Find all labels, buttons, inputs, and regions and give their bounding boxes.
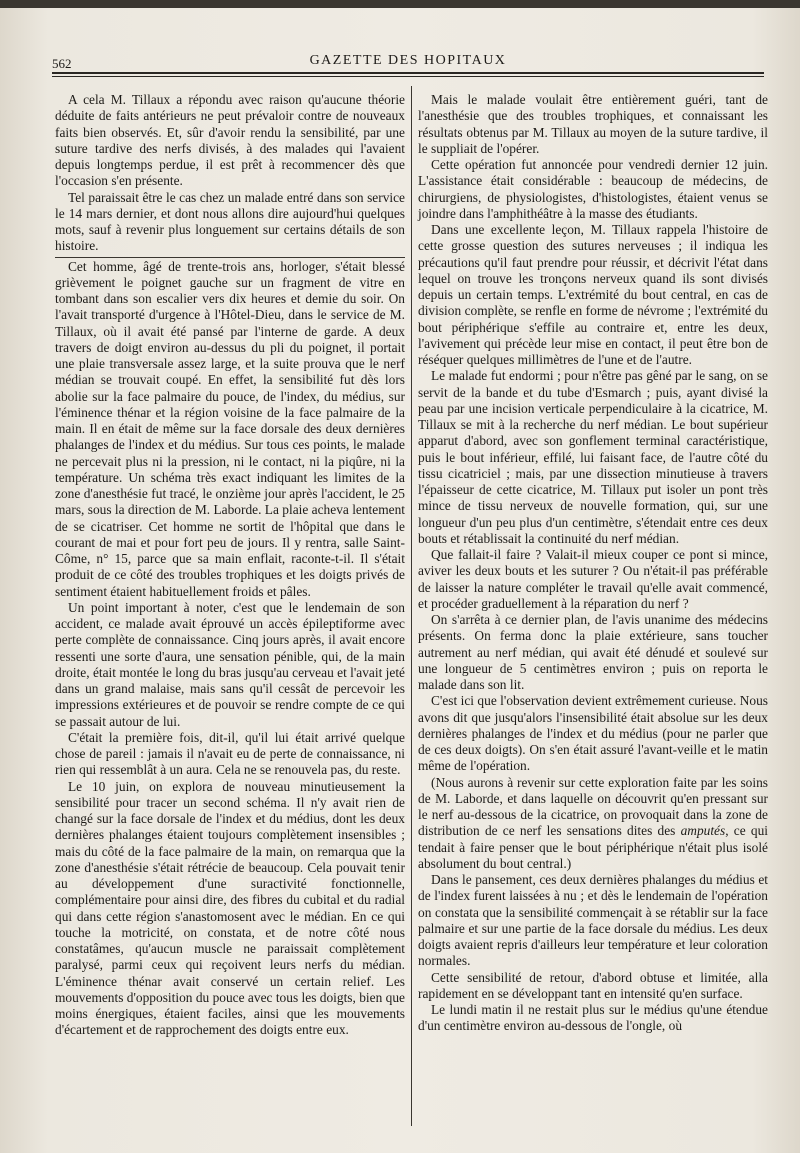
paragraph: Dans une excellente leçon, M. Tillaux rappela l'histoire de cette grosse question des sutures nerveuses ; il indiqua les précautions qu'il faut prendre pour réussir, et décrivit l'état dans lequel on trouve les tronçons nerveux quand ils sont divisés depuis un certain temps. L'extrémité du bout central, en cas de division complète, se renfle en forme de névrome ; l'extrémité du bout périphérique s'effile au contraire et, entre les deux, l'avivement qui précède leur mise en contact, il peut être bon de réséquer quelques millimètres de l'une et de l'autre. xyxy=(418,222,768,367)
header-rule-thick xyxy=(52,72,764,74)
paragraph: Tel paraissait être le cas chez un malade entré dans son service le 14 mars dernier, et dont nous allons dire aujourd'hui quelques mots, sauf à revenir plus longuement sur certains détails de son histoire. xyxy=(55,189,405,254)
paragraph-with-italic xyxy=(418,775,768,873)
paragraph: Un point important à noter, c'est que le lendemain de son accident, ce malade avait éprouvé un accès épileptiforme avec perte complète de connaissance. Cinq jours après, il avait encore ressenti une sorte d'aura, une sensation pénible, qui, de la main droite, était montée le long du bras jusqu'au cerveau et l'avait jeté dans un grand malaise, mais sans qu'il cessât de percevoir les impressions extérieures et de pouvoir se rendre compte de ce qui se passait autour de lui. xyxy=(55,599,405,729)
paragraph: Cette sensibilité de retour, d'abord obtuse et limitée, alla rapidement en se développant tant en intensité qu'en surface. xyxy=(418,969,768,1001)
paragraph: Le lundi matin il ne restait plus sur le médius qu'une étendue d'un centimètre environ au-dessous de l'ongle, où xyxy=(418,1002,768,1034)
paragraph: Que fallait-il faire ? Valait-il mieux couper ce pont si mince, aviver les deux bouts et les suturer ? Ou n'était-il pas préférable de laisser la nature compléter le travail qu'elle avait commencé, et procéder graduellement à la réparation du nerf ? xyxy=(418,547,768,611)
paragraph: Le malade fut endormi ; pour n'être pas gêné par le sang, on se servit de la bande et du tube d'Esmarch ; puis, ayant divisé la peau par une incision verticale perpendiculaire à la cicatrice, M. Tillaux se mit à la recherche du nerf médian. Le bout supérieur apparut d'abord, avec son gonflement terminal caractéristique, puis le bout inférieur, effilé, lui faisant face, de l'autre côté du tissu cicatriciel ; mais, par une dissection minutieuse à travers l'épaisseur de cette cicatrice, M. Tillaux put isoler un pont très mince de tissu nerveux de nouvelle formation, qui, sur une longueur d'un peu plus d'un centimètre, s'étendait entre ces deux bouts et rétablissait la continuité du nerf médian. xyxy=(418,368,768,546)
page-number: 562 xyxy=(52,56,72,71)
right-column xyxy=(418,92,768,1035)
page-top-edge xyxy=(0,0,800,8)
paragraph: C'est ici que l'observation devient extrêmement curieuse. Nous avons dit que jusqu'alors l'insensibilité était absolue sur les deux dernières phalanges de l'index et du médius (pour ne parler que de ces deux doigts). On s'en était assuré l'avant-veille et le matin même de l'opération. xyxy=(418,693,768,774)
paragraph: Le 10 juin, on explora de nouveau minutieusement la sensibilité pour tracer un second schéma. Il n'y avait rien de changé sur la face dorsale de l'index et du médius, dont les deux dernières phalanges étaient toujours complètement insensibles ; mais du côté de la face palmaire de la main, on remarqua que la zone d'anesthésie s'était rétrécie de beaucoup. Cela pouvait tenir au développement d'une suractivité fonctionnelle, complémentaire pour ainsi dire, des fibres du cubital et du radial qui dans cette région s'anastomosent avec le médian. En ce qui touche la motricité, on constata, et de notre côté nous constatâmes, qu'aucun muscle ne paraissait complètement paralysé, parmi ceux qui reçoivent leurs nerfs du médian. L'éminence thénar avait conservé un certain relief. Les mouvements d'opposition du pouce avec tous les doigts, bien que moins énergiques, étaient faciles, ainsi que les mouvements d'écartement et de rapprochement des doigts entre eux. xyxy=(55,778,405,1038)
paragraph: A cela M. Tillaux a répondu avec raison qu'aucune théorie déduite de faits antérieurs ne peut prévaloir contre de nouveaux faits bien observés. Et, sûr d'avoir rendu la sensibilité, par une suture tardive des nerfs divisés, à des malades qui l'avaient depuis longtemps perdue, il est prêt à recommencer dès que l'occasion s'en présente. xyxy=(55,92,405,189)
column-divider xyxy=(411,86,412,1126)
page-header xyxy=(52,50,764,72)
header-rule-thin xyxy=(52,76,764,77)
paragraph: Cette opération fut annoncée pour vendredi dernier 12 juin. L'assistance était considérable : beaucoup de médecins, de chirurgiens, de physiologistes, d'histologistes, étaient venus se joindre dans l'amphithéâtre à la masse des étudiants. xyxy=(418,157,768,221)
paragraph: On s'arrêta à ce dernier plan, de l'avis unanime des médecins présents. On ferma donc la plaie extérieure, sans toucher autrement au nerf médian, qui avait été dénudé et soulevé sur une longueur de 5 centimètres environ ; puis on reporta le malade dans son lit. xyxy=(418,612,768,692)
italic-word: amputés xyxy=(680,823,726,839)
text-run: (Nous aurons à revenir sur cette exploration faite par les soins de M. Laborde, et dans laquelle on découvrit qu'en pressant sur le nerf au-dessous de la cicatrice, on provoquait dans la zone de distribution de ce nerf les sensations dites des xyxy=(418,774,768,839)
paragraph: Mais le malade voulait être entièrement guéri, tant de l'anesthésie que des troubles trophiques, et connaissant les résultats obtenus par M. Tillaux au moyen de la suture tardive, il le suppliait de l'opérer. xyxy=(418,92,768,156)
left-column xyxy=(55,92,405,1039)
journal-title: GAZETTE DES HOPITAUX xyxy=(309,53,507,68)
paragraph: Dans le pansement, ces deux dernières phalanges du médius et de l'index furent laissées à nu ; et dès le lendemain de l'opération on constata que la sensibilité commençait à se rétablir sur la face palmaire et sur une partie de la face dorsale du médius. Les deux doigts avaient repris d'ailleurs leur température et leur coloration normales. xyxy=(418,872,768,969)
text-run: , ce qui tendait à faire penser que le bout périphérique n'était plus isolé absolument du bout central.) xyxy=(418,823,768,871)
paragraph: C'était la première fois, dit-il, qu'il lui était arrivé quelque chose de pareil : jamais il n'avait eu de perte de connaissance, ni rien qui ressemblât à un aura. Cela ne se renouvela pas, du reste. xyxy=(55,729,405,778)
paragraph: Cet homme, âgé de trente-trois ans, horloger, s'était blessé grièvement le poignet gauche sur un fragment de vitre en tombant dans son escalier vers dix heures et demie du soir. On l'avait transporté d'urgence à l'Hôtel-Dieu, dans le service de M. Tillaux, où il avait été pansé par l'interne de garde. A deux travers de doigt environ au-dessus du pli du poignet, il portait une plaie transversale assez large, et la suite prouva que le nerf médian se trouvait coupé. En effet, la sensibilité fut dès lors abolie sur la face palmaire du pouce, de l'index, du médius, sur l'éminence thénar et la région voisine de la face palmaire de la main. Il en était de même sur la face dorsale des deux dernières phalanges de l'index et du médius. Sur tous ces points, le malade ne percevait plus ni la pression, ni le contact, ni la piqûre, ni la température. Un schéma très exact indiquant les limites de la zone d'anesthésie fut tracé, le onzième jour après l'accident, le 25 mars, sous la direction de M. Laborde. La plaie acheva lentement de se cicatriser. Cet homme ne sortit de l'hôpital que dans le courant de mai et pour fort peu de jours. Il y rentra, salle Saint-Côme, n° 15, parce que sa main enflait, raconte-t-il. Il s'était produit de ce côté des troubles trophiques et les doigts privés de sentiment étaient habituellement froids et pâles. xyxy=(55,258,405,599)
